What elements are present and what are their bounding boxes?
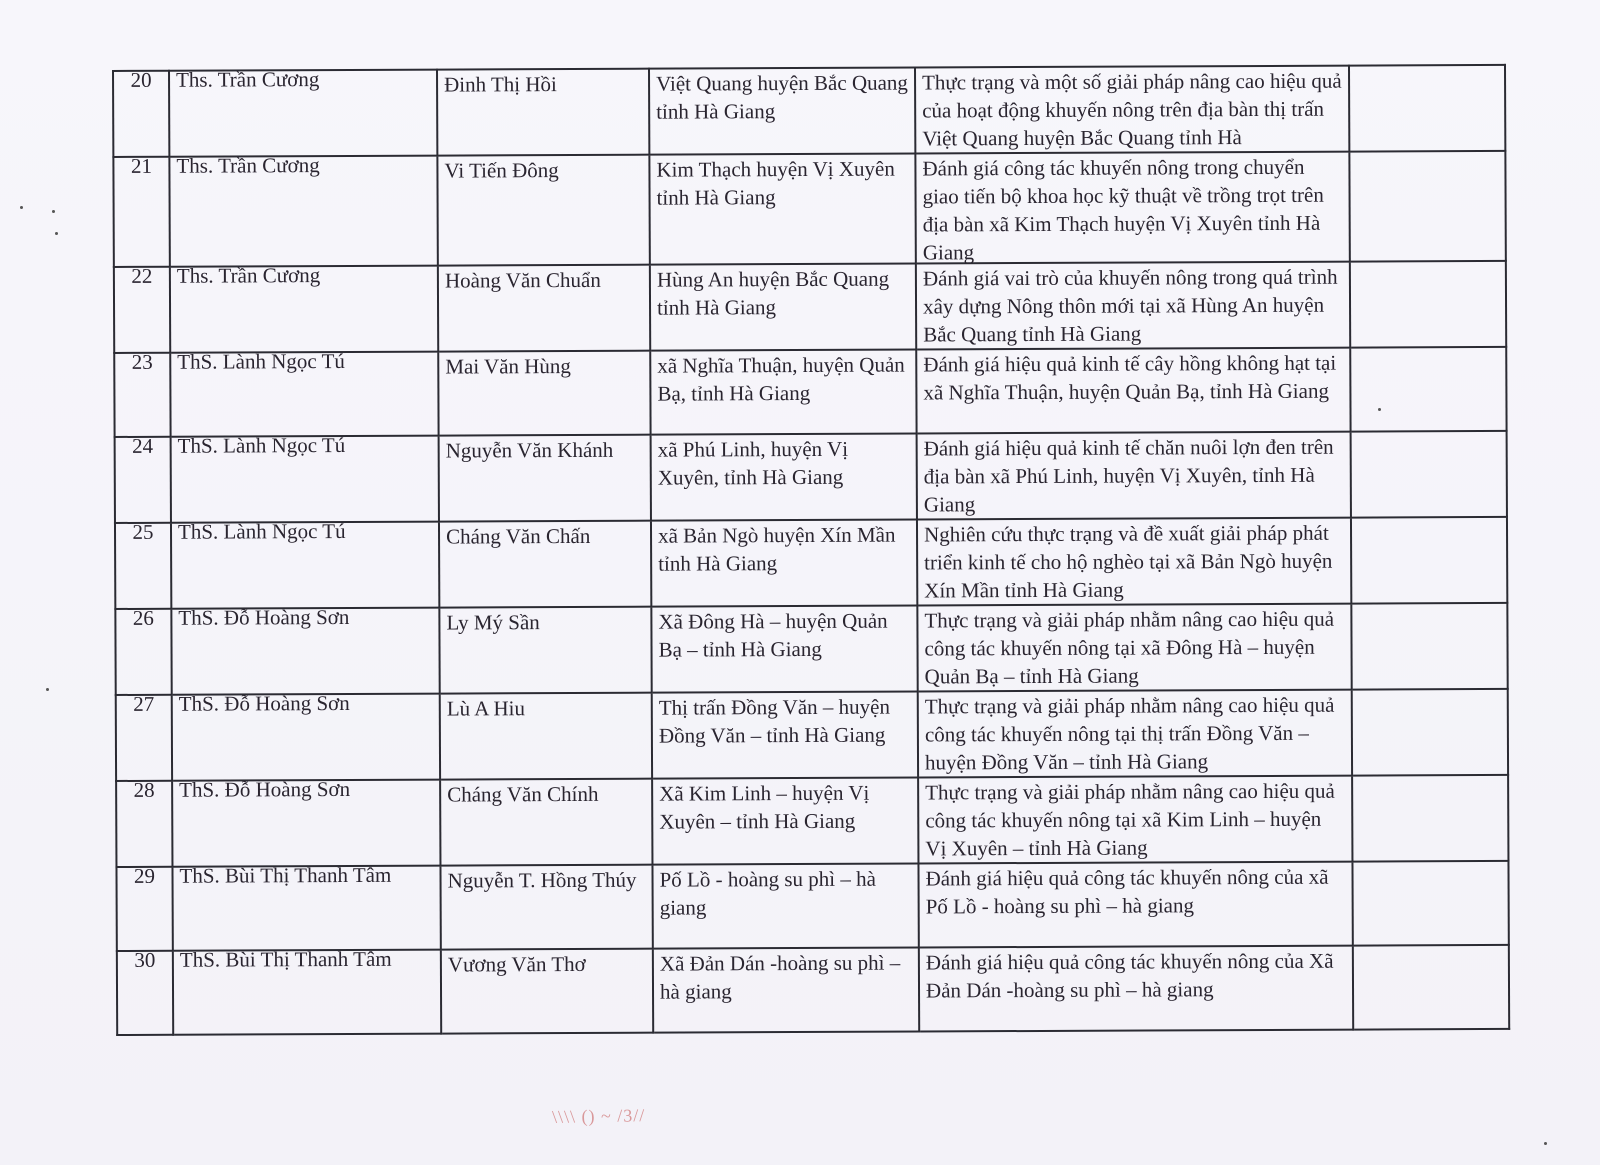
row-number-text: 25 bbox=[132, 519, 154, 544]
row-number-text: 21 bbox=[130, 153, 152, 178]
supervisor-cell-text: Ths. Trần Cương bbox=[176, 263, 321, 288]
row-number-text: 23 bbox=[131, 349, 153, 374]
topic-cell bbox=[915, 152, 1349, 264]
row-number-text: 29 bbox=[133, 863, 156, 888]
supervisor-cell-text: Ths. Trần Cương bbox=[176, 153, 320, 178]
note-cell bbox=[1350, 261, 1506, 348]
table-row bbox=[113, 151, 1505, 267]
student-cell-text: Cháng Văn Chấn bbox=[445, 523, 591, 549]
supervisor-cell-text: ThS. Lành Ngọc Tú bbox=[177, 432, 346, 458]
thesis-assignment-table bbox=[112, 64, 1510, 1036]
row-number bbox=[116, 691, 172, 781]
row-number bbox=[114, 263, 170, 353]
supervisor-cell bbox=[173, 946, 441, 1035]
student-cell-text: Lù A Hiu bbox=[446, 696, 526, 721]
scan-speck bbox=[20, 206, 23, 209]
table-row bbox=[117, 945, 1509, 1035]
row-number-text: 30 bbox=[134, 947, 156, 972]
scan-speck bbox=[46, 688, 49, 691]
location-cell-text: Thị trấn Đồng Văn – huyện Đồng Văn – tỉnh Hà Giang bbox=[658, 694, 890, 748]
student-cell bbox=[438, 265, 650, 352]
note-cell bbox=[1350, 347, 1506, 432]
supervisor-cell-text: ThS. Đỗ Hoàng Sơn bbox=[178, 604, 350, 630]
supervisor-cell-text: ThS. Lành Ngọc Tú bbox=[177, 518, 346, 544]
topic-cell bbox=[918, 776, 1352, 864]
location-cell bbox=[650, 349, 916, 434]
location-cell-text: Xã Đản Dán -hoàng su phì – hà giang bbox=[659, 950, 901, 1004]
student-cell bbox=[440, 865, 652, 950]
topic-cell-text: Nghiên cứu thực trạng và đề xuất giải pháp phát triển kinh tế cho hộ nghèo tại xã Bản Ngò huyện Xín Mần tỉnh Hà Giang bbox=[923, 520, 1333, 603]
note-cell bbox=[1353, 945, 1509, 1030]
location-cell-text: Hùng An huyện Bắc Quang tỉnh Hà Giang bbox=[656, 266, 890, 320]
table-row bbox=[114, 261, 1506, 353]
student-cell bbox=[437, 69, 649, 156]
student-cell bbox=[441, 949, 653, 1034]
table-row bbox=[116, 689, 1508, 781]
topic-cell-text: Đánh giá hiệu quả công tác khuyến nông của Xã Đản Dán -hoàng su phì – hà giang bbox=[925, 948, 1334, 1003]
student-cell bbox=[439, 521, 651, 608]
topic-cell bbox=[919, 946, 1353, 1032]
supervisor-cell-text: ThS. Đỗ Hoàng Sơn bbox=[179, 776, 351, 802]
table-row bbox=[116, 775, 1508, 867]
supervisor-cell-text: ThS. Lành Ngọc Tú bbox=[177, 348, 345, 374]
row-number bbox=[116, 777, 172, 867]
topic-cell bbox=[917, 518, 1351, 606]
supervisor-cell bbox=[169, 153, 437, 267]
supervisor-cell bbox=[172, 862, 440, 951]
row-number-text: 28 bbox=[133, 777, 155, 802]
supervisor-cell bbox=[171, 432, 439, 523]
row-number bbox=[114, 349, 170, 437]
row-number bbox=[115, 433, 171, 523]
student-cell-text: Nguyễn Văn Khánh bbox=[445, 437, 614, 463]
row-number-text: 27 bbox=[133, 691, 155, 716]
scan-speck bbox=[1378, 408, 1381, 411]
location-cell bbox=[649, 67, 915, 154]
note-cell bbox=[1352, 861, 1508, 946]
location-cell bbox=[650, 263, 916, 350]
faint-stamp-mark: \\\\ () ~ /3// bbox=[551, 1105, 646, 1127]
student-cell bbox=[439, 435, 651, 522]
topic-cell-text: Đánh giá vai trò của khuyến nông trong quá trình xây dựng Nông thôn mới tại xã Hùng An huyện Bắc Quang tỉnh Hà Giang bbox=[922, 264, 1338, 347]
student-cell-text: Mai Văn Hùng bbox=[445, 354, 571, 379]
location-cell-text: Pố Lồ - hoàng su phì – hà giang bbox=[659, 866, 876, 920]
location-cell-text: xã Bản Ngò huyện Xín Mần tỉnh Hà Giang bbox=[657, 522, 896, 576]
note-cell bbox=[1349, 65, 1505, 152]
row-number-text: 22 bbox=[131, 263, 153, 288]
supervisor-cell bbox=[171, 518, 439, 609]
topic-cell-text: Đánh giá hiệu quả công tác khuyến nông của xã Pố Lồ - hoàng su phì – hà giang bbox=[925, 864, 1329, 919]
location-cell-text: xã Nghĩa Thuận, huyện Quản Bạ, tỉnh Hà Giang bbox=[657, 352, 905, 406]
note-cell bbox=[1351, 431, 1507, 518]
note-cell bbox=[1352, 775, 1508, 862]
topic-cell-text: Đánh giá hiệu quả kinh tế chăn nuôi lợn đen trên địa bàn xã Phú Linh, huyện Vị Xuyên, tỉnh Hà Giang bbox=[923, 434, 1334, 517]
supervisor-cell-text: ThS. Đỗ Hoàng Sơn bbox=[178, 690, 350, 716]
note-cell bbox=[1349, 151, 1505, 262]
student-cell-text: Nguyễn T. Hồng Thúy bbox=[447, 867, 637, 893]
location-cell-text: Xã Kim Linh – huyện Vị Xuyên – tỉnh Hà Giang bbox=[659, 780, 870, 834]
topic-cell bbox=[917, 432, 1351, 520]
topic-cell-text: Thực trạng và giải pháp nhằm nâng cao hiệu quả công tác khuyến nông tại thị trấn Đồng Văn – huyện Đồng Văn – tỉnh Hà Giang bbox=[924, 692, 1335, 775]
row-number-text: 24 bbox=[132, 433, 154, 458]
row-number bbox=[117, 947, 173, 1035]
table-row bbox=[115, 431, 1507, 523]
supervisor-cell bbox=[172, 690, 440, 781]
table-row bbox=[116, 861, 1508, 951]
supervisor-cell bbox=[171, 604, 439, 695]
location-cell-text: xã Phú Linh, huyện Vị Xuyên, tỉnh Hà Giang bbox=[657, 436, 849, 490]
topic-cell-text: Đánh giá công tác khuyến nông trong chuyển giao tiến bộ khoa học kỹ thuật về trồng trọt trên địa bàn xã Kim Thạch huyện Vị Xuyên tỉnh Hà Giang bbox=[922, 154, 1324, 265]
note-cell bbox=[1351, 517, 1507, 604]
location-cell bbox=[653, 947, 919, 1032]
supervisor-cell bbox=[170, 348, 438, 437]
student-cell-text: Cháng Văn Chính bbox=[447, 781, 599, 807]
location-cell-text: Việt Quang huyện Bắc Quang tỉnh Hà Giang bbox=[656, 70, 908, 124]
topic-cell-text: Thực trạng và một số giải pháp nâng cao hiệu quả của hoạt động khuyến nông trên địa bàn thị trấn Việt Quang huyện Bắc Quang tỉnh Hà bbox=[922, 68, 1342, 151]
topic-cell-text: Đánh giá hiệu quả kinh tế cây hồng không hạt tại xã Nghĩa Thuận, huyện Quản Bạ, tỉnh Hà Giang bbox=[923, 350, 1337, 405]
table-row bbox=[115, 517, 1507, 609]
student-cell-text: Đinh Thị Hồi bbox=[444, 72, 557, 97]
row-number bbox=[116, 863, 172, 951]
location-cell bbox=[651, 605, 917, 692]
row-number-text: 26 bbox=[132, 605, 154, 630]
note-cell bbox=[1352, 689, 1508, 776]
location-cell bbox=[652, 691, 918, 778]
row-number bbox=[115, 605, 171, 695]
table-body bbox=[113, 65, 1509, 1035]
note-cell bbox=[1351, 603, 1507, 690]
topic-cell bbox=[915, 66, 1349, 154]
topic-cell bbox=[916, 348, 1350, 434]
topic-cell bbox=[918, 690, 1352, 778]
row-number bbox=[115, 519, 171, 609]
supervisor-cell bbox=[170, 263, 438, 353]
supervisor-cell-text: Ths. Trần Cương bbox=[175, 67, 320, 92]
location-cell-text: Kim Thạch huyện Vị Xuyên tỉnh Hà Giang bbox=[656, 156, 895, 210]
table-row bbox=[113, 65, 1505, 157]
supervisor-cell-text: ThS. Bùi Thị Thanh Tâm bbox=[179, 862, 392, 888]
location-cell bbox=[649, 153, 915, 264]
student-cell bbox=[437, 155, 649, 266]
student-cell-text: Vương Văn Thơ bbox=[447, 951, 586, 977]
topic-cell bbox=[916, 262, 1350, 350]
location-cell bbox=[651, 519, 917, 606]
student-cell bbox=[439, 607, 651, 694]
topic-cell bbox=[918, 862, 1352, 948]
student-cell-text: Vi Tiến Đông bbox=[444, 158, 559, 183]
row-number bbox=[113, 67, 169, 157]
student-cell bbox=[440, 779, 652, 866]
scan-speck bbox=[52, 210, 55, 213]
location-cell bbox=[652, 863, 918, 948]
supervisor-cell bbox=[172, 776, 440, 867]
student-cell bbox=[438, 351, 650, 436]
student-cell bbox=[440, 693, 652, 780]
scan-speck bbox=[55, 232, 58, 235]
supervisor-cell-text: ThS. Bùi Thị Thanh Tâm bbox=[179, 946, 392, 972]
table-row bbox=[115, 603, 1507, 695]
table-row bbox=[114, 347, 1506, 437]
row-number bbox=[113, 153, 169, 267]
row-number-text: 20 bbox=[130, 67, 152, 92]
location-cell-text: Xã Đông Hà – huyện Quản Bạ – tỉnh Hà Giang bbox=[658, 608, 888, 662]
student-cell-text: Ly Mý Sần bbox=[446, 610, 540, 635]
topic-cell-text: Thực trạng và giải pháp nhằm nâng cao hiệu quả công tác khuyến nông tại xã Kim Linh – huyện Vị Xuyên – tỉnh Hà Giang bbox=[925, 778, 1335, 861]
scan-speck bbox=[1544, 1142, 1547, 1145]
location-cell bbox=[652, 777, 918, 864]
topic-cell-text: Thực trạng và giải pháp nhằm nâng cao hiệu quả công tác khuyến nông tại xã Đông Hà – huyện Quản Bạ – tỉnh Hà Giang bbox=[924, 606, 1335, 689]
location-cell bbox=[651, 433, 917, 520]
student-cell-text: Hoàng Văn Chuẩn bbox=[444, 267, 601, 293]
topic-cell bbox=[917, 604, 1351, 692]
supervisor-cell bbox=[169, 67, 437, 157]
